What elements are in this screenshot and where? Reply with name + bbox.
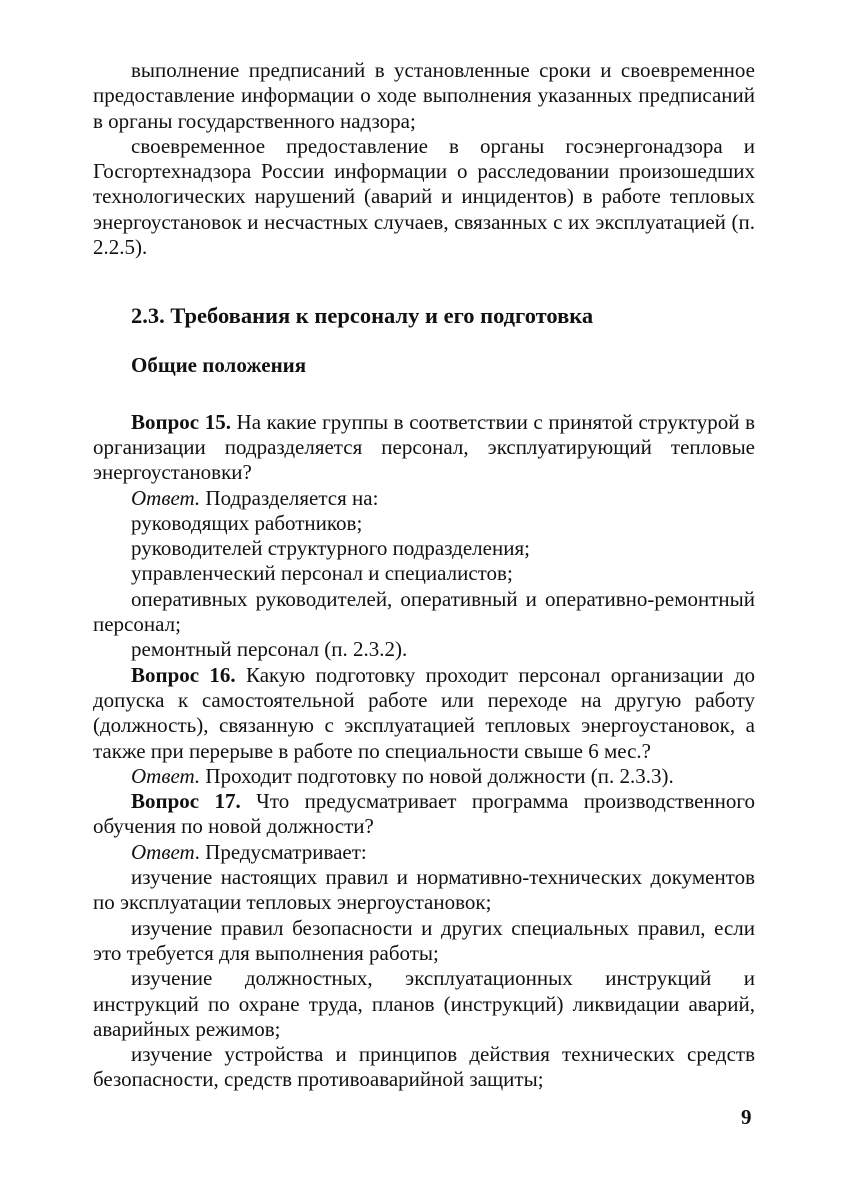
answer-16 [93, 764, 755, 789]
page-number: 9 [741, 1105, 752, 1129]
question-label: Вопрос 17. [131, 789, 241, 814]
answer-text: Подразделяется на: [200, 485, 379, 510]
list-item: руководящих работников; [131, 510, 363, 535]
question-17 [93, 789, 755, 840]
list-item: ремонтный персонал (п. 2.3.2). [131, 637, 408, 662]
answer-text: . Предусматривает: [194, 839, 367, 864]
question-text: Что предусматривает программа производственного обучения по новой должности? [93, 789, 755, 839]
question-text: Какую подготовку проходит персонал организации до допуска к самостоятельной работе или переходе на другую работу (должность), связанную с эксплуатацией тепловых энергоустановок, а также при перерыве в работе по специальности свыше 6 мес.? [93, 662, 755, 763]
section-heading: 2.3. Требования к персоналу и его подготовка [131, 303, 594, 329]
list-item: изучение должностных, эксплуатационных инструкций и инструкций по охране труда, планов (инструкций) ликвидации аварий, аварийных режимов; [93, 966, 755, 1041]
question-16 [93, 663, 755, 764]
answer-17 [93, 840, 755, 865]
subsection-heading: Общие положения [131, 353, 307, 378]
question-15 [93, 410, 755, 486]
list-item: руководителей структурного подразделения; [131, 536, 530, 561]
list-item: изучение устройства и принципов действия технических средств безопасности, средств противоаварийной защиты; [93, 1042, 755, 1092]
question-text: На какие группы в соответствии с принятой структурой в организации подразделяется персонал, эксплуатирующий тепловые энергоустановки? [93, 409, 755, 485]
list-item: изучение настоящих правил и нормативно-технических документов по эксплуатации тепловых энергоустановок; [93, 865, 755, 915]
paragraph: выполнение предписаний в установленные сроки и своевременное предоставление информации о ходе выполнения указанных предписаний в органы государственного надзора; [93, 58, 755, 133]
paragraph: своевременное предоставление в органы госэнергонадзора и Госгортехнадзора России информации о расследовании произошедших технологических нарушений (аварий и инцидентов) в работе тепловых энергоустановок и несчастных случаев, связанных с их эксплуатацией (п. 2.2.5). [93, 133, 755, 260]
answer-label: Ответ. [131, 485, 201, 510]
list-item: управленческий персонал и специалистов; [131, 561, 513, 586]
answer-text: Проходит подготовку по новой должности (п. 2.3.3). [200, 763, 674, 788]
list-item: изучение правил безопасности и других специальных правил, если это требуется для выполнения работы; [93, 915, 755, 965]
answer-label: Ответ. [131, 763, 201, 788]
answer-label: Ответ [131, 839, 195, 864]
question-label: Вопрос 15. [131, 409, 231, 434]
page-content [93, 58, 755, 1093]
question-label: Вопрос 16. [131, 662, 236, 687]
answer-15 [93, 486, 755, 511]
list-item: оперативных руководителей, оперативный и оперативно-ремонтный персонал; [93, 586, 755, 637]
